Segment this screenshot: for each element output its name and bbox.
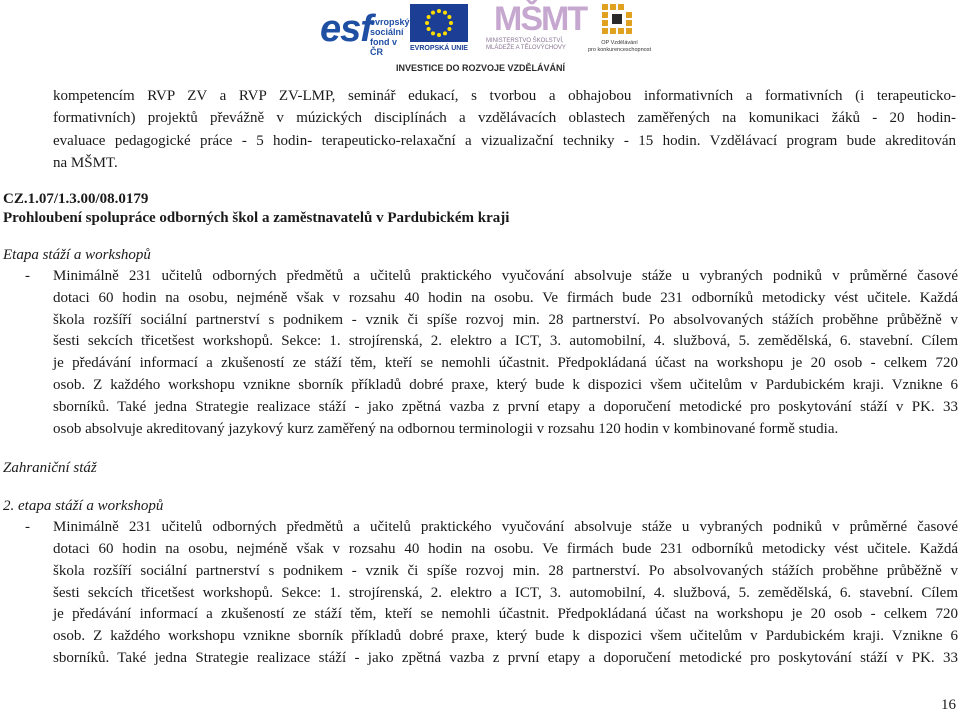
list-dash: - — [25, 268, 30, 284]
list-dash: - — [25, 519, 30, 535]
section1-line-3: škola rozšíří sociální partnerství s podnikem - vznik či spíše rozvoj min. 28 partnerství. Po absolvovaných stážích proběhne průběžně v — [53, 312, 958, 328]
section3-line-2: dotaci 60 hodin na osobu, nejméně však v rozsahu 40 hodin na osobu. Ve firmách bude 231 odborníků metodicky vést učitele. Každá — [53, 541, 958, 557]
op-vk-caption-line2: pro konkurenceschopnost — [588, 47, 651, 53]
investice-caption: INVESTICE DO ROZVOJE VZDĚLÁVÁNÍ — [396, 63, 566, 73]
op-vk-caption-line1: OP Vzdělávání — [601, 40, 638, 46]
section3-line-7: sborníků. Také jedna Strategie realizace stáží - jako zpětná vazba z první etapy a doporučení metodické pro poskytování stáží v PK. 33 — [53, 650, 958, 666]
section3-line-4: šesti sekcích třicetšest workshopů. Sekce: 1. strojírenská, 2. elektro a ICT, 3. automobilní, 4. službová, 5. zemědělská, 6. stavební. Cílem — [53, 585, 958, 601]
section-heading-zahranicni-staz: Zahraniční stáž — [3, 460, 97, 476]
section3-line-5: je předávání informací a zkušeností ze stáží těm, kteří se nemohli účastnit. Předpokládaná účast na workshopu je 20 osob - celkem 720 — [53, 606, 958, 622]
section1-line-8: osob absolvuje akreditovaný jazykový kurz zaměřený na odbornou terminologii v rozsahu 120 hodin v kombinované formě studia. — [53, 421, 839, 437]
section-heading-etapa: Etapa stáží a workshopů — [3, 247, 151, 263]
project-title: Prohloubení spolupráce odborných škol a zaměstnavatelů v Pardubickém kraji — [3, 210, 510, 226]
project-code: CZ.1.07/1.3.00/08.0179 — [3, 191, 149, 207]
intro-line-1: kompetencím RVP ZV a RVP ZV-LMP, seminář edukací, s tvorbou a obhajobou informativních a formativních (i terapeuticko- — [53, 88, 956, 104]
msmt-mark: MŠMT — [494, 0, 587, 38]
esf-caption-line3: fond v ČR — [370, 37, 397, 57]
section-heading-2-etapa: 2. etapa stáží a workshopů — [3, 498, 164, 514]
section1-line-4: šesti sekcích třicetšest workshopů. Sekce: 1. strojírenská, 2. elektro a ICT, 3. automobilní, 4. službová, 5. zemědělská, 6. stavební. Cílem — [53, 333, 958, 349]
eu-caption: EVROPSKÁ UNIE — [410, 45, 468, 52]
esf-caption-line2: sociální — [370, 27, 404, 37]
esf-caption-line1: evropský — [370, 17, 410, 27]
section1-line-7: sborníků. Také jedna Strategie realizace stáží - jako zpětná vazba z první etapy a doporučení metodické pro poskytování stáží v PK. 33 — [53, 399, 958, 415]
section1-line-5: je předávání informací a zkušeností ze stáží těm, kteří se nemohli účastnit. Předpokládaná účast na workshopu je 20 osob - celkem 720 — [53, 355, 958, 371]
section1-line-2: dotaci 60 hodin na osobu, nejméně však v rozsahu 40 hodin na osobu. Ve firmách bude 231 odborníků metodicky vést učitele. Každá — [53, 290, 958, 306]
section1-line-6: osob. Z každého workshopu vznikne sborník příkladů dobré praxe, který bude k dispozici všem učitelům v Pardubickém kraji. Vznikne 6 — [53, 377, 958, 393]
intro-line-4: na MŠMT. — [53, 155, 118, 171]
page-number: 16 — [941, 697, 956, 713]
esf-mark: esf — [320, 8, 372, 50]
section3-line-3: škola rozšíří sociální partnerství s podnikem - vznik či spíše rozvoj min. 28 partnerství. Po absolvovaných stážích proběhne průběžně v — [53, 563, 958, 579]
intro-line-3: evaluace pedagogické práce - 5 hodin- terapeuticko-relaxační a vizualizační techniky - 15 hodin. Vzdělávací program bude akreditován — [53, 133, 956, 149]
section3-line-6: osob. Z každého workshopu vznikne sborník příkladů dobré praxe, který bude k dispozici všem učitelům v Pardubickém kraji. Vznikne 6 — [53, 628, 958, 644]
msmt-caption-line2: MLÁDEŽE A TĚLOVÝCHOVY — [486, 45, 566, 51]
intro-line-2: formativních) projektů převážně v múzických disciplínách a vzdělávacích oblastech zaměřených na komunikaci žáků - 20 hodin- — [53, 110, 956, 126]
section1-line-1: Minimálně 231 učitelů odborných předmětů a učitelů praktického vyučování absolvuje stáže u vybraných podniků v průměrné časové — [53, 268, 958, 284]
msmt-caption-line1: MINISTERSTVO ŠKOLSTVÍ, — [486, 38, 564, 44]
section3-line-1: Minimálně 231 učitelů odborných předmětů a učitelů praktického vyučování absolvuje stáže u vybraných podniků v průměrné časové — [53, 519, 958, 535]
